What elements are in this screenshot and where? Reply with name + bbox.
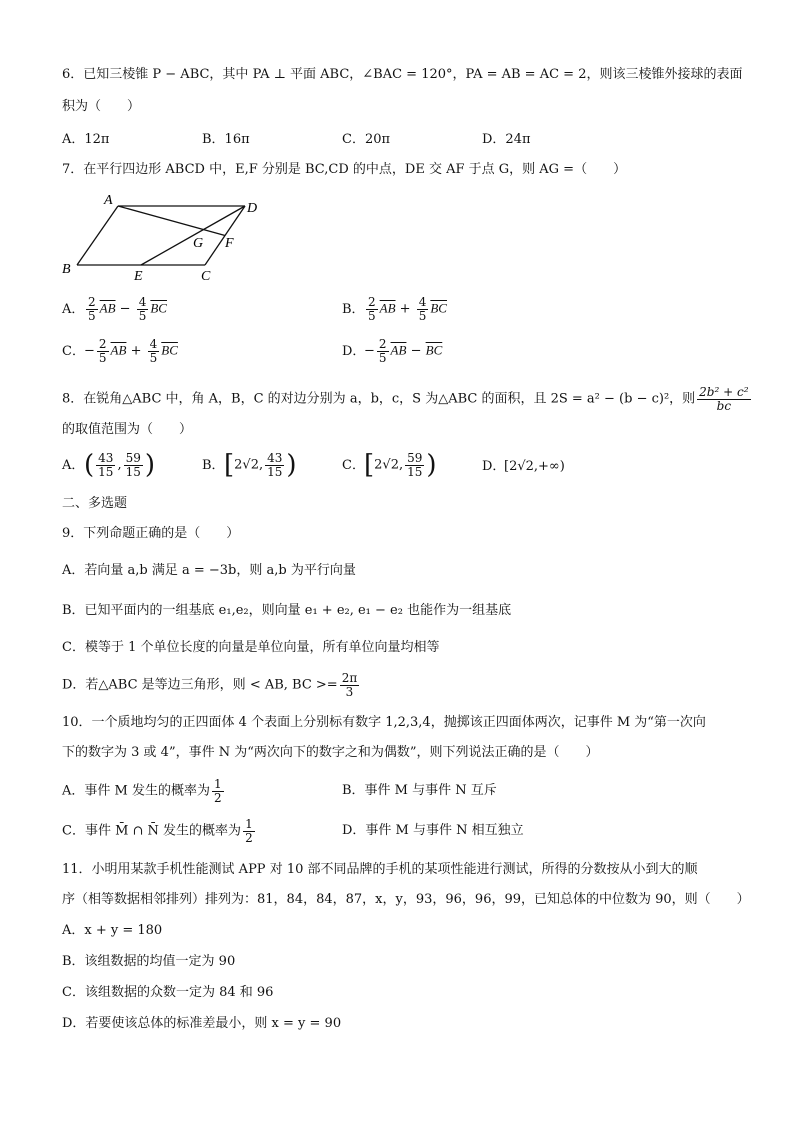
q10-stem-line1: 10．一个质地均匀的正四面体 4 个表面上分别标有数字 1,2,3,4，抛掷该正四面体两次，记事件 M 为“第一次向 xyxy=(62,715,706,730)
q11-option-c: C．该组数据的众数一定为 84 和 96 xyxy=(62,985,274,1000)
q9-stem: 9．下列命题正确的是（ ） xyxy=(62,526,240,541)
q10-option-b: B．事件 M 与事件 N 互斥 xyxy=(342,783,497,798)
q7-option-a: A． $\frac{2}{5}$ $\overline{AB}$ − $\frac{4}{5}$ $\overline{BC}$ xyxy=(62,295,167,323)
q6-option-c: C．20π xyxy=(342,132,391,147)
label-d: D xyxy=(247,201,258,216)
q9-option-a: A．若向量 a,b 满足 a = −3b，则 a,b 为平行向量 xyxy=(62,563,356,578)
label-g: G xyxy=(193,236,204,251)
q9-option-b: B．已知平面内的一组基底 e₁,e₂，则向量 e₁ + e₂, e₁ − e₂ 也能作为一组基底 xyxy=(62,603,512,618)
q6-stem-line2: 积为（ ） xyxy=(62,99,141,114)
q8-option-a: A．( $\frac{43}{15}$ , $\frac{59}{15}$ ) xyxy=(62,450,156,481)
q7-option-c: C．− $\frac{2}{5}$ $\overline{AB}$ + $\frac{4}{5}$ $\overline{BC}$ xyxy=(62,337,178,365)
q10-option-d: D．事件 M 与事件 N 相互独立 xyxy=(342,823,524,838)
q11-option-a: A．x + y = 180 xyxy=(62,923,163,938)
q8-option-c: C．[2√2, $\frac{59}{15}$ ) xyxy=(342,450,437,481)
q7-option-d: D．− $\frac{2}{5}$ $\overline{AB} - \overline{BC}$ xyxy=(342,337,443,365)
q8-stem-line2: 的取值范围为（ ） xyxy=(62,422,193,437)
q11-option-b: B．该组数据的均值一定为 90 xyxy=(62,954,236,969)
q8-option-d: D．[2√2,+∞) xyxy=(482,459,565,474)
parallelogram-figure xyxy=(60,190,270,285)
label-e: E xyxy=(134,269,143,284)
label-b: B xyxy=(62,262,71,277)
q11-stem-line1: 11．小明用某款手机性能测试 APP 对 10 部不同品牌的手机的某项性能进行测试，所得的分数按从小到大的顺 xyxy=(62,862,698,877)
q8-option-b: B．[2√2, $\frac{43}{15}$ ) xyxy=(202,450,297,481)
q11-option-d: D．若要使该总体的标准差最小，则 x = y = 90 xyxy=(62,1016,342,1031)
q8-stem-line1: 8．在锐角△ABC 中，角 A，B，C 的对边分别为 a，b，c，S 为△ABC 的面积，且 2S = a² − (b − c)²，则 $\frac{\text{2b² + c²}}{bc}$ xyxy=(62,385,749,413)
q6-option-a: A．12π xyxy=(62,132,110,147)
label-f: F xyxy=(225,236,234,251)
label-a: A xyxy=(104,193,113,208)
q9-option-d: D．若△ABC 是等边三角形，则 < AB, BC >= $\frac{2\pi}{3}$ xyxy=(62,671,358,699)
q11-stem-line2: 序（相等数据相邻排列）排列为：81，84，84，87，x，y，93，96，96，99，已知总体的中位数为 90，则（ ） xyxy=(62,892,750,907)
q10-stem-line2: 下的数字为 3 或 4”，事件 N 为“两次向下的数字之和为偶数”，则下列说法正确的是（ ） xyxy=(62,745,599,760)
q6-option-b: B．16π xyxy=(202,132,250,147)
q9-option-c: C．模等于 1 个单位长度的向量是单位向量，所有单位向量均相等 xyxy=(62,640,440,655)
q10-option-a: A．事件 M 发生的概率为 $\frac{1}{2}$ xyxy=(62,777,222,805)
q10-option-c: C．事件 M̄ ∩ N̄ 发生的概率为 $\frac{1}{2}$ xyxy=(62,817,253,845)
q7-option-b: B． $\frac{2}{5}$ $\overline{AB}$ + $\frac{4}{5}$ $\overline{BC}$ xyxy=(342,295,447,323)
section-multi-choice: 二、多选题 xyxy=(62,496,128,511)
label-c: C xyxy=(201,269,211,284)
q6-stem-line1: 6．已知三棱锥 P − ABC，其中 PA ⊥ 平面 ABC，∠BAC = 120°，PA = AB = AC = 2，则该三棱锥外接球的表面 xyxy=(62,67,743,82)
q6-option-d: D．24π xyxy=(482,132,531,147)
q7-stem: 7．在平行四边形 ABCD 中，E,F 分别是 BC,CD 的中点，DE 交 AF 于点 G，则 AG =（ ） xyxy=(62,162,627,177)
